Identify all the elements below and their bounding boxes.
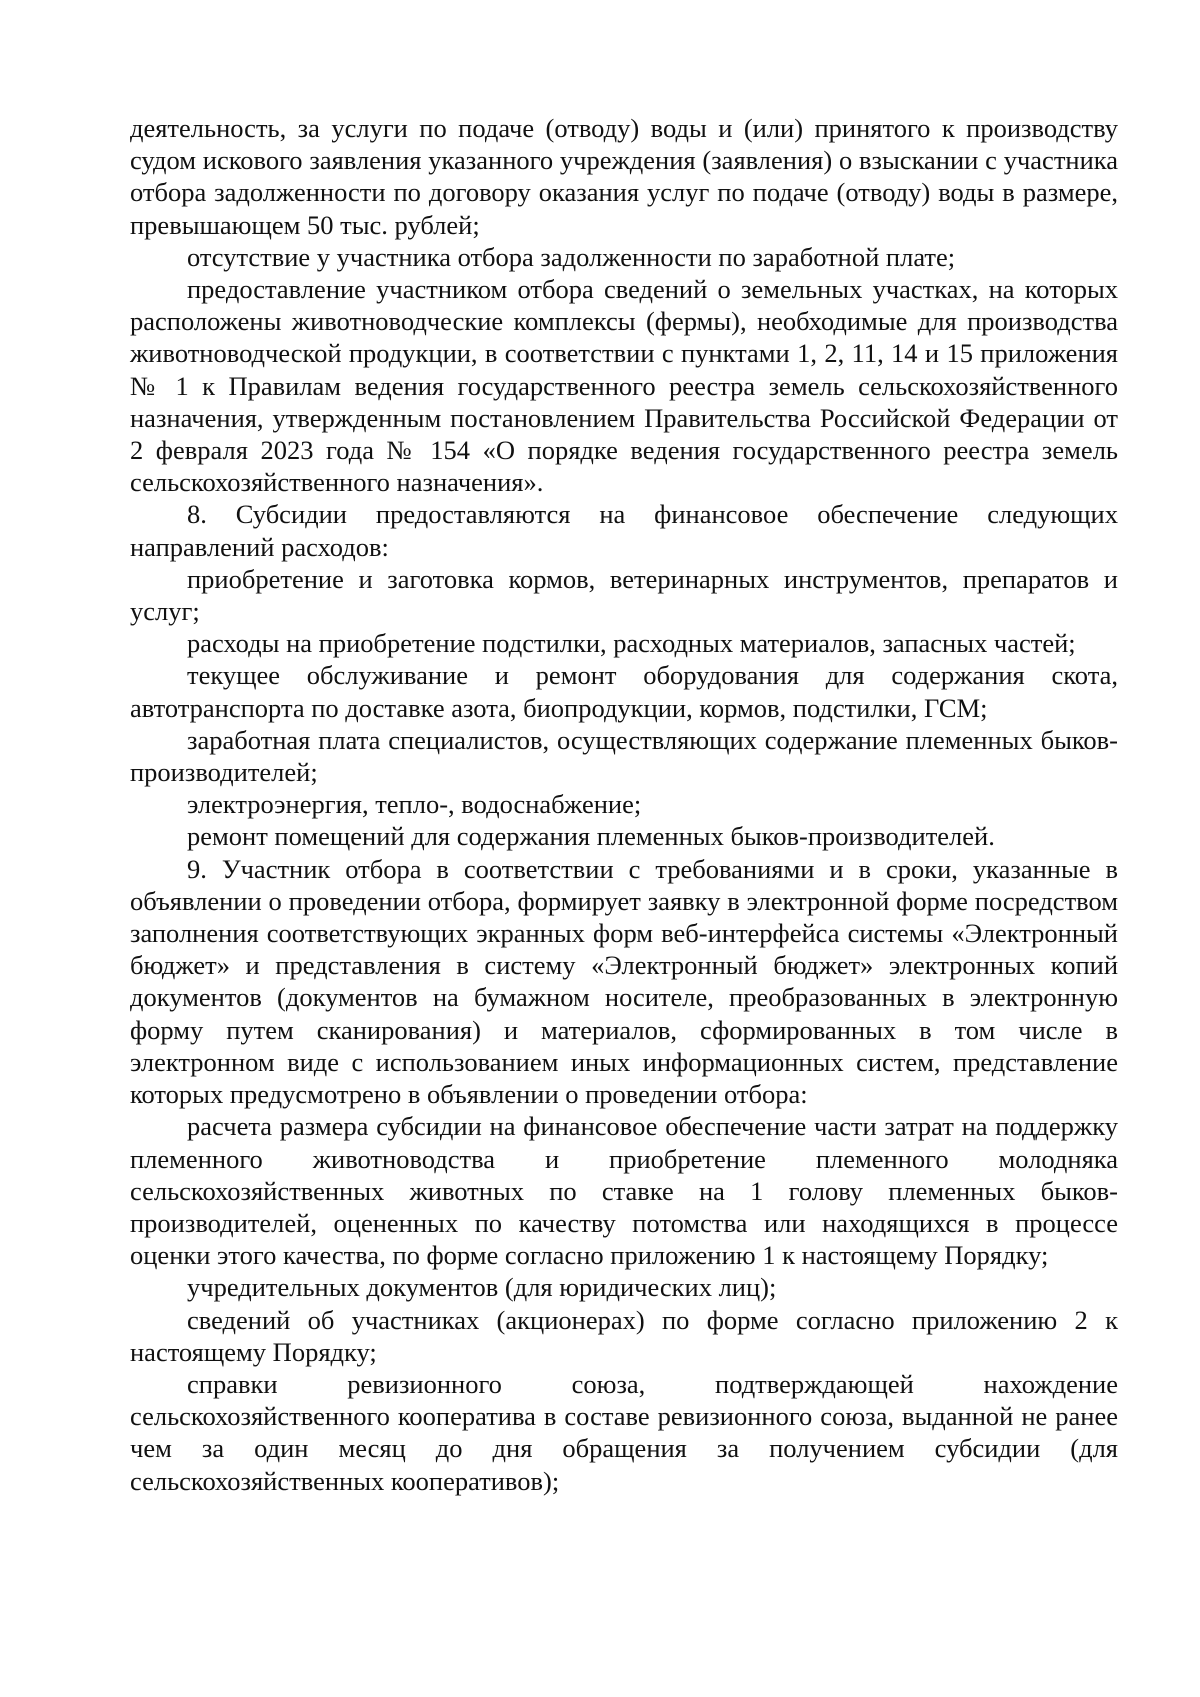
paragraph-7: заработная плата специалистов, осуществляющих содержание племенных быков-производителей; bbox=[130, 724, 1118, 788]
paragraph-1: отсутствие у участника отбора задолженности по заработной плате; bbox=[187, 241, 956, 272]
paragraph-14: справки ревизионного союза, подтверждающей нахождение сельскохозяйственного кооператива в составе ревизионного союза, выданной не ранее чем за один месяц до дня обращения за получением субсидии (для сельскохозяйственных кооперативов); bbox=[130, 1368, 1118, 1496]
paragraph-10: 9. Участник отбора в соответствии с требованиями и в сроки, указанные в объявлении о проведении отбора, формирует заявку в электронной форме посредством заполнения соответствующих экранных форм веб-интерфейса системы «Электронный бюджет» и представления в систему «Электронный бюджет» электронных копий документов (документов на бумажном носителе, преобразованных в электронную форму путем сканирования) и материалов, сформированных в том числе в электронном виде с использованием иных информационных систем, представление которых предусмотрено в объявлении о проведении отбора: bbox=[130, 853, 1118, 1110]
paragraph-9: ремонт помещений для содержания племенных быков-производителей. bbox=[187, 821, 995, 852]
paragraph-11: расчета размера субсидии на финансовое обеспечение части затрат на поддержку племенного животноводства и приобретение племенного молодняка сельскохозяйственных животных по ставке на 1 голову племенных быков-производителей, оцененных по качеству потомства или находящихся в процессе оценки этого качества, по форме согласно приложению 1 к настоящему Порядку; bbox=[130, 1111, 1118, 1271]
paragraph-5: расходы на приобретение подстилки, расходных материалов, запасных частей; bbox=[187, 628, 1076, 659]
paragraph-12: учредительных документов (для юридических лиц); bbox=[187, 1272, 777, 1303]
paragraph-4: приобретение и заготовка кормов, ветеринарных инструментов, препаратов и услуг; bbox=[130, 563, 1118, 627]
paragraph-8: электроэнергия, тепло-, водоснабжение; bbox=[187, 789, 642, 820]
paragraph-13: сведений об участниках (акционерах) по форме согласно приложению 2 к настоящему Порядку; bbox=[130, 1304, 1118, 1367]
paragraph-3: 8. Субсидии предоставляются на финансовое обеспечение следующих направлений расходов: bbox=[130, 499, 1118, 562]
paragraph-6: текущее обслуживание и ремонт оборудования для содержания скота, автотранспорта по доставке азота, биопродукции, кормов, подстилки, ГСМ; bbox=[130, 660, 1118, 723]
paragraph-0: деятельность, за услуги по подаче (отводу) воды и (или) принятого к производству судом искового заявления указанного учреждения (заявления) о взыскании с участника отбора задолженности по договору оказания услуг по подаче (отводу) воды в размере, превышающем 50 тыс. рублей; bbox=[130, 113, 1118, 240]
document-page bbox=[130, 112, 1118, 1497]
paragraph-2: предоставление участником отбора сведений о земельных участках, на которых расположены животноводческие комплексы (фермы), необходимые для производства животноводческой продукции, в соответствии с пунктами 1, 2, 11, 14 и 15 приложения № 1 к Правилам ведения государственного реестра земель сельскохозяйственного назначения, утвержденным постановлением Правительства Российской Федерации от 2 февраля 2023 года № 154 «О порядке ведения государственного реестра земель сельскохозяйственного назначения». bbox=[130, 274, 1118, 498]
